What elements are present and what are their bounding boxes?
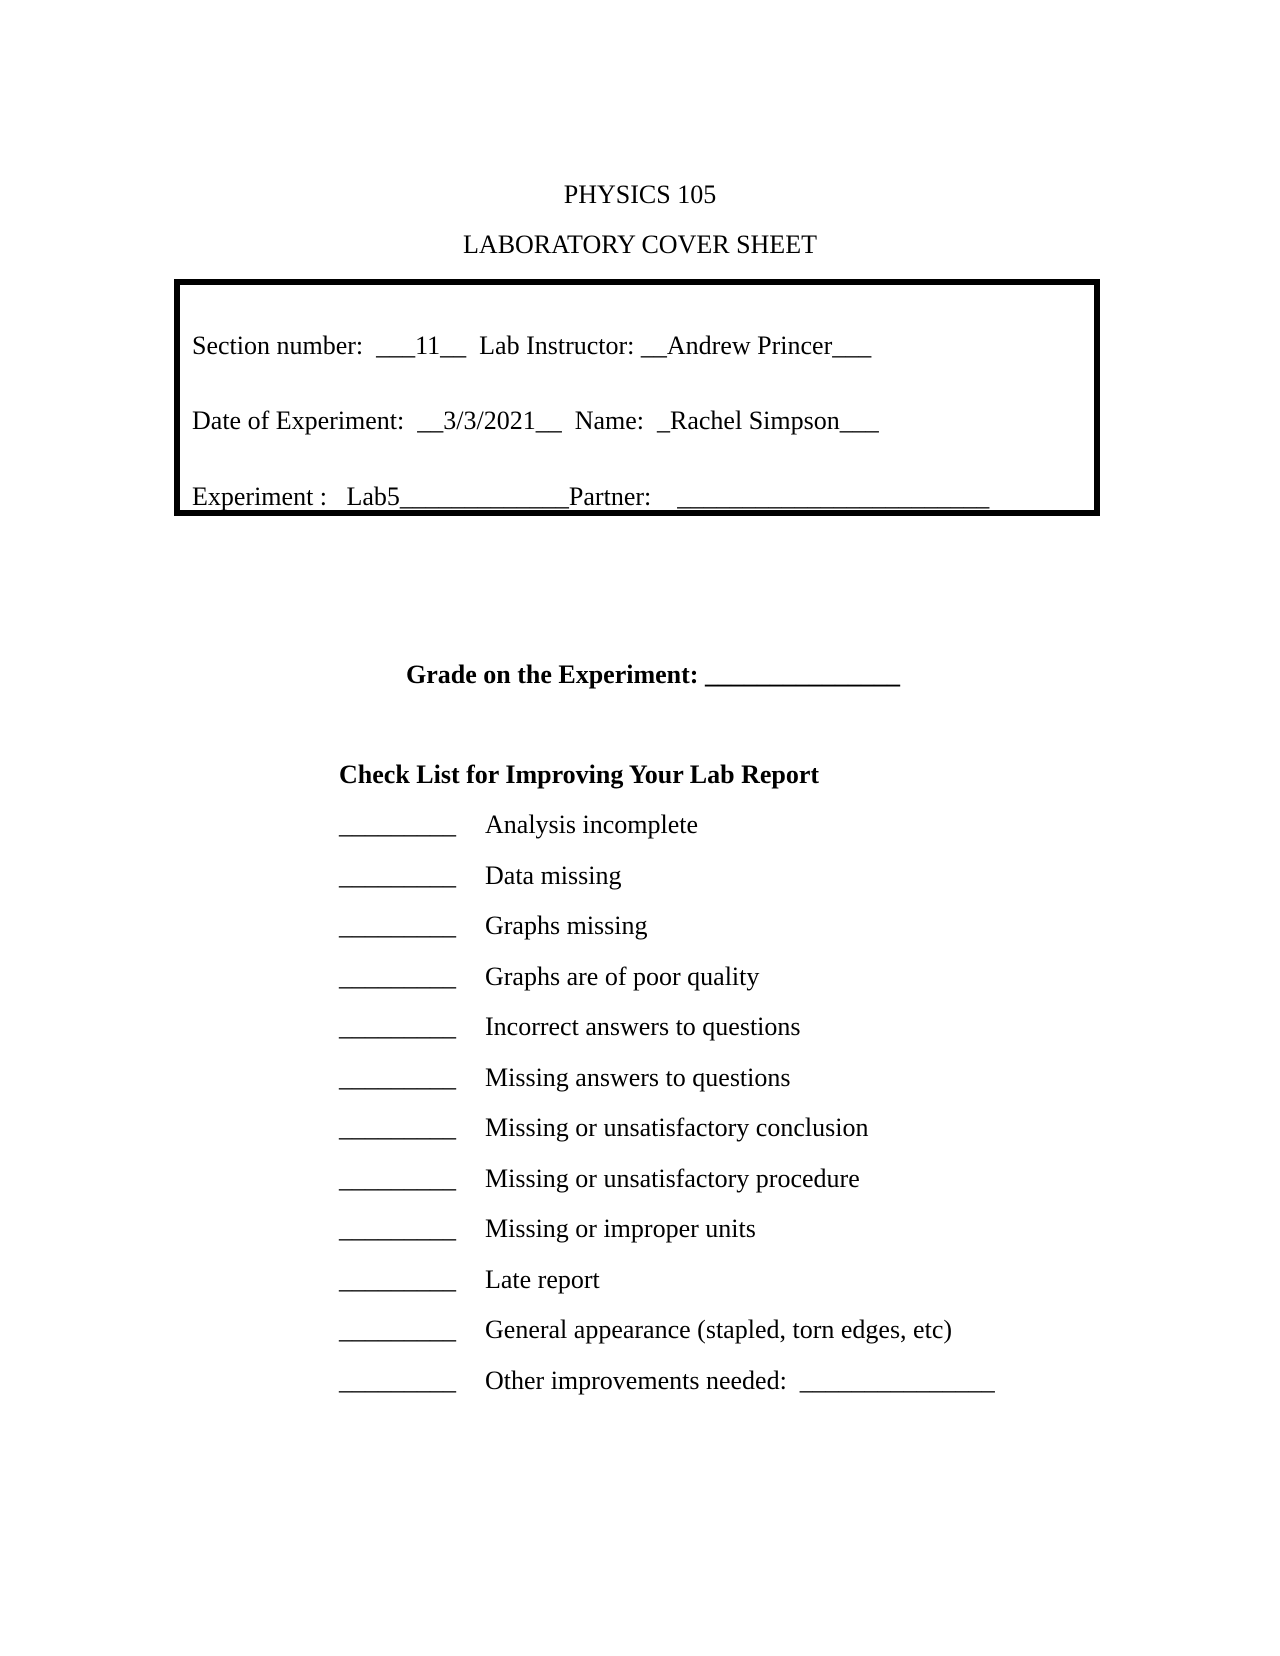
- checklist-item: [339, 1366, 995, 1417]
- checklist-item: [339, 1063, 995, 1114]
- checklist-blank: _________: [339, 1214, 456, 1243]
- checklist-blank: _________: [339, 1113, 456, 1142]
- checklist-item-label: Missing or unsatisfactory procedure: [485, 1163, 860, 1193]
- checklist-item-label: Graphs are of poor quality: [485, 961, 760, 991]
- checklist-item-label: Missing or unsatisfactory conclusion: [485, 1113, 869, 1142]
- checklist-heading: Check List for Improving Your Lab Report: [339, 760, 820, 789]
- checklist-item: [339, 1265, 995, 1316]
- checklist-blank: _________: [339, 1163, 456, 1193]
- info-box: [174, 279, 1100, 516]
- checklist-item: [339, 1315, 995, 1366]
- checklist-item: [339, 1012, 995, 1063]
- checklist-item: [339, 1164, 995, 1215]
- checklist-item-label: Incorrect answers to questions: [485, 1012, 801, 1041]
- checklist-item-label: Late report: [485, 1264, 600, 1294]
- checklist-blank: _________: [339, 961, 456, 991]
- checklist-item-label: Missing or improper units: [485, 1214, 756, 1243]
- section-instructor-line: Section number: ___11__ Lab Instructor: __Andrew Princer___: [192, 331, 872, 360]
- checklist-item-label: Analysis incomplete: [485, 810, 699, 839]
- checklist-item-label: Data missing: [485, 860, 622, 890]
- checklist-item-label: Missing answers to questions: [485, 1062, 791, 1092]
- checklist-item-label: Graphs missing: [485, 911, 648, 940]
- checklist-blank: _________: [339, 1264, 456, 1294]
- checklist-item: [339, 810, 995, 861]
- checklist-blank: _________: [339, 911, 456, 940]
- date-name-line: Date of Experiment: __3/3/2021__ Name: _Rachel Simpson___: [192, 406, 879, 435]
- course-title: PHYSICS 105: [563, 180, 717, 209]
- checklist-blank: _________: [339, 1315, 456, 1344]
- checklist: [339, 760, 995, 1416]
- checklist-blank: _________: [339, 1365, 456, 1395]
- checklist-item: [339, 1214, 995, 1265]
- checklist-item: [339, 962, 995, 1013]
- checklist-item: [339, 911, 995, 962]
- checklist-item: [339, 861, 995, 912]
- checklist-item-label: Other improvements needed: _______________: [485, 1365, 995, 1395]
- checklist-item-label: General appearance (stapled, torn edges, etc): [485, 1315, 953, 1344]
- document-title: LABORATORY COVER SHEET: [463, 230, 817, 259]
- checklist-blank: _________: [339, 1012, 456, 1041]
- checklist-blank: _________: [339, 810, 456, 839]
- checklist-item: [339, 1113, 995, 1164]
- checklist-blank: _________: [339, 1062, 456, 1092]
- checklist-blank: _________: [339, 860, 456, 890]
- grade-line: Grade on the Experiment: _______________: [406, 660, 900, 689]
- experiment-partner-line: Experiment : Lab5_____________Partner: ________________________: [192, 482, 990, 511]
